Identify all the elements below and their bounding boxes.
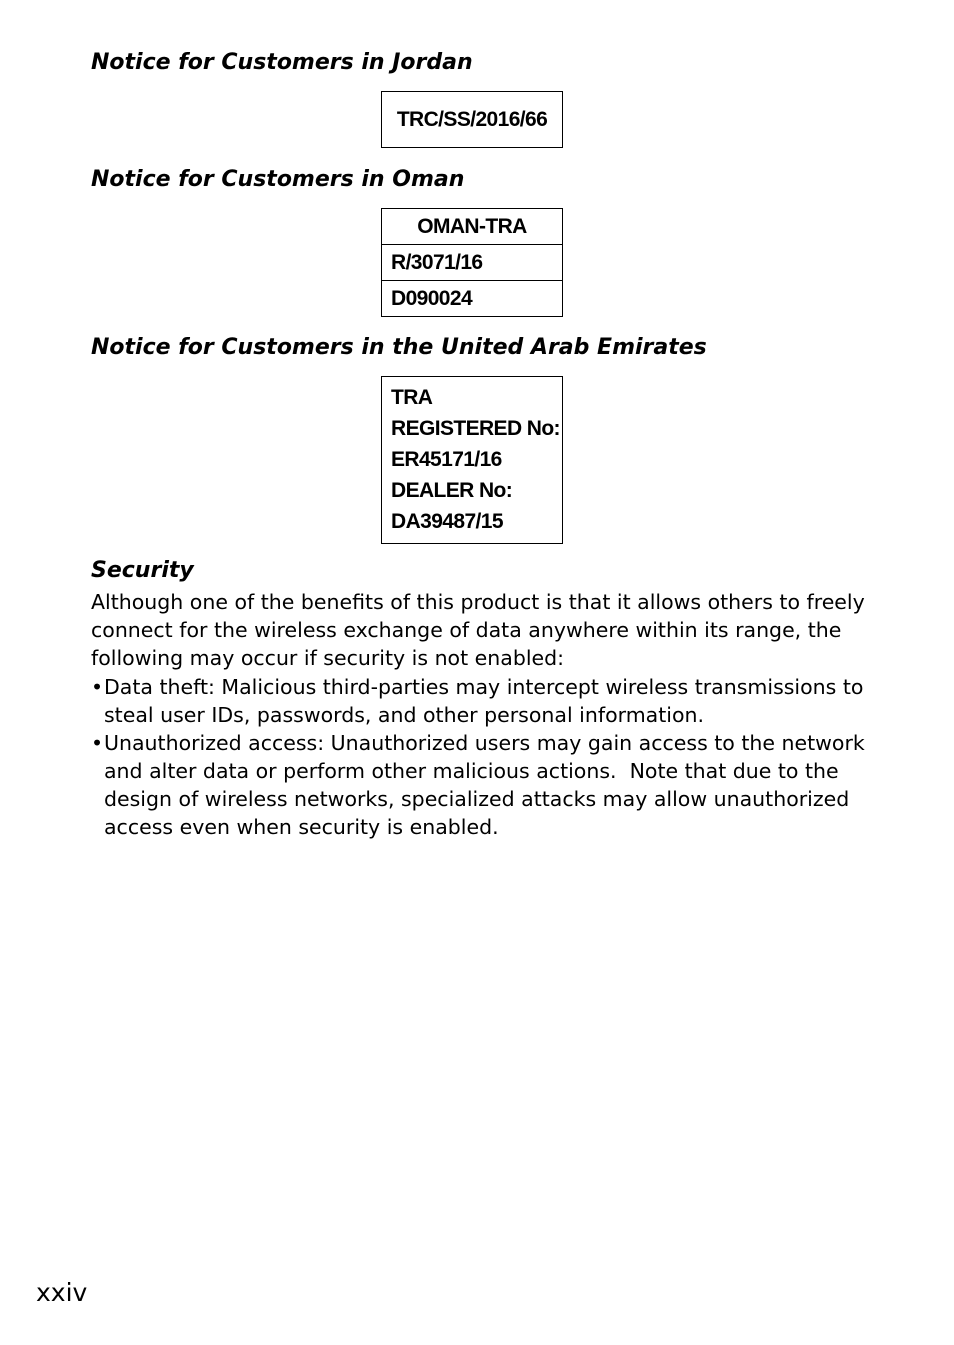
security-risk-list (91, 673, 871, 841)
jordan-regulatory-label (381, 91, 563, 148)
bullet-icon: • (91, 675, 104, 699)
oman-regulatory-label (381, 208, 563, 317)
intro-line: connect for the wireless exchange of data anywhere within its range, the (91, 618, 842, 642)
oman-heading: Notice for Customers in Oman (91, 167, 465, 192)
list-item (91, 729, 871, 841)
uae-label-line: REGISTERED No: (391, 417, 560, 440)
bullet-line: access even when security is enabled. (104, 815, 499, 839)
bullet-line: Data theft: Malicious third-parties may intercept wireless transmissions to (104, 675, 864, 699)
oman-label-row: D090024 (382, 280, 562, 316)
jordan-label-text: TRC/SS/2016/66 (396, 107, 548, 131)
bullet-line: Unauthorized access: Unauthorized users may gain access to the network (104, 731, 865, 755)
security-intro-paragraph (91, 588, 871, 672)
bullet-line: design of wireless networks, specialized attacks may allow unauthorized (104, 787, 850, 811)
uae-label-line: ER45171/16 (391, 448, 502, 471)
bullet-line: steal user IDs, passwords, and other personal information. (104, 703, 705, 727)
intro-line: following may occur if security is not enabled: (91, 646, 565, 670)
uae-label-line: DEALER No: (391, 479, 513, 502)
bullet-line: and alter data or perform other malicious actions. Note that due to the (104, 759, 839, 783)
jordan-heading: Notice for Customers in Jordan (91, 50, 473, 75)
uae-label-line: TRA (391, 386, 433, 409)
intro-line: Although one of the benefits of this product is that it allows others to freely (91, 590, 865, 614)
oman-label-row: OMAN-TRA (417, 215, 527, 238)
uae-label-line: DA39487/15 (391, 510, 503, 533)
uae-heading: Notice for Customers in the United Arab Emirates (91, 335, 707, 360)
security-heading: Security (91, 558, 194, 583)
list-item (91, 673, 871, 729)
oman-label-row: R/3071/16 (382, 244, 562, 280)
bullet-icon: • (91, 731, 104, 755)
uae-regulatory-label (381, 376, 563, 544)
page-number: xxiv (36, 1278, 88, 1307)
